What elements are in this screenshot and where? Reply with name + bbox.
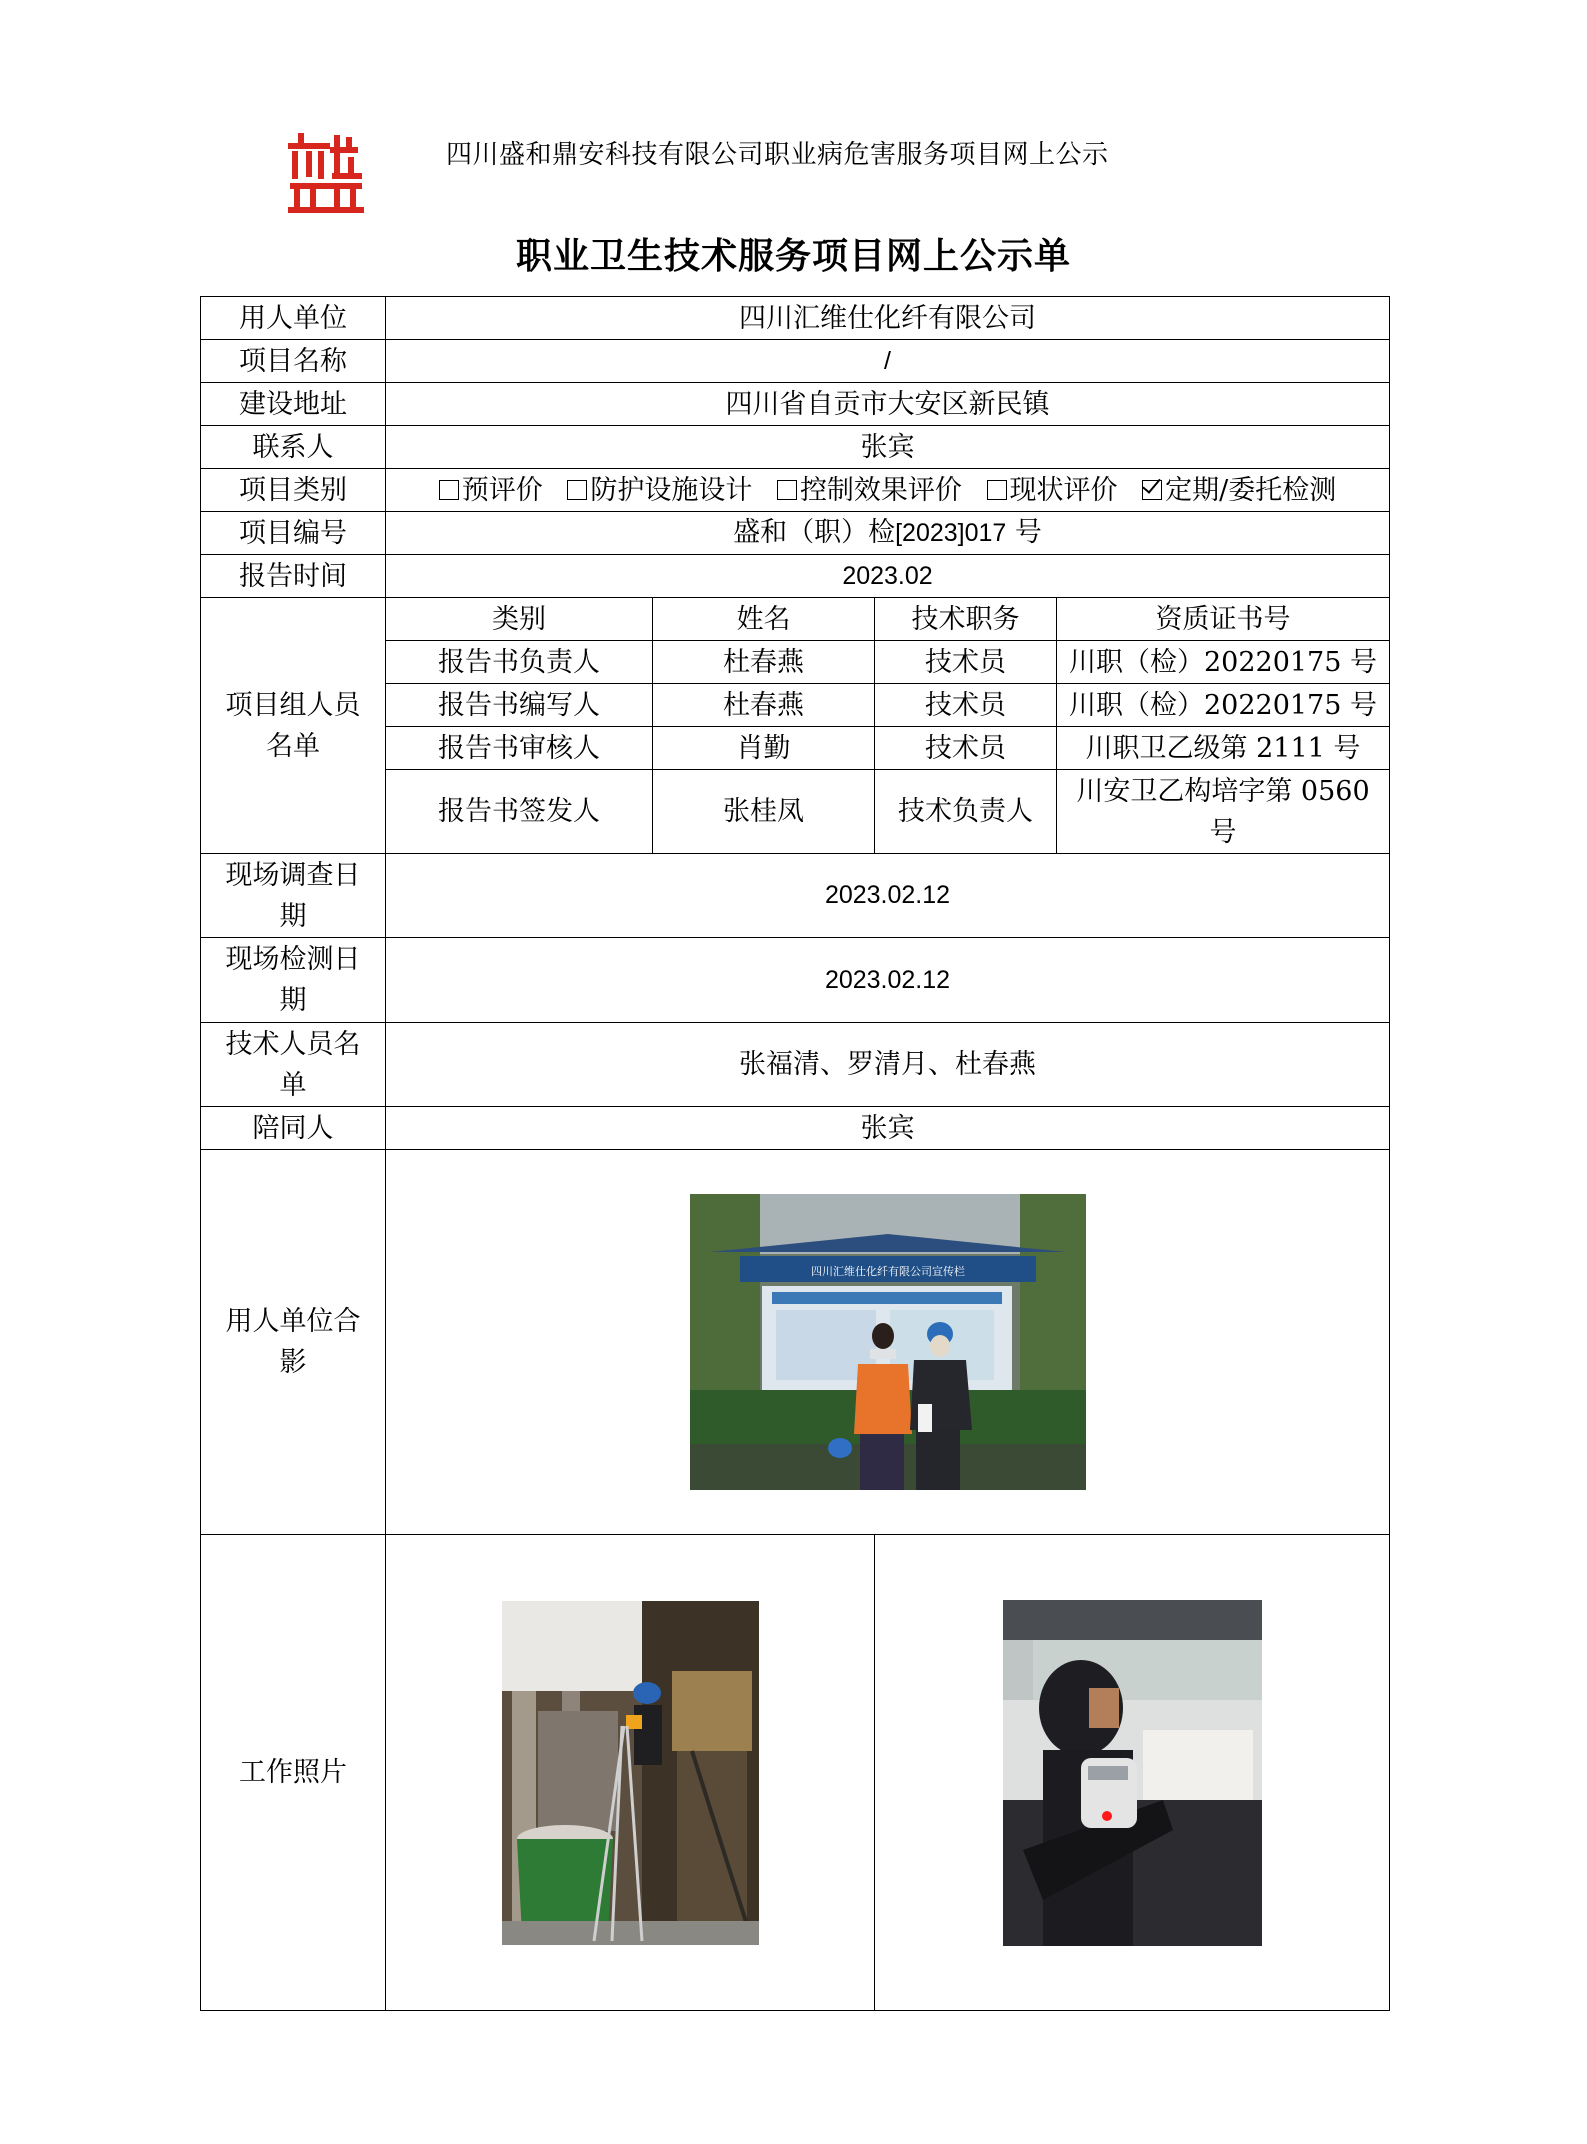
label-report-time: 报告时间: [201, 555, 386, 598]
checkbox-periodic-detection[interactable]: [1142, 480, 1162, 500]
team-header-cert: 资质证书号: [1057, 598, 1390, 641]
team-member-cert: 川安卫乙构培字第 0560 号: [1057, 770, 1390, 854]
label-employer: 用人单位: [201, 297, 386, 340]
row-address: [201, 383, 1390, 426]
row-staff: [201, 1023, 1390, 1107]
value-test-date: 2023.02.12: [386, 938, 1390, 1023]
value-project-name: /: [386, 340, 1390, 383]
team-header-row: [201, 598, 1390, 641]
row-employer: [201, 297, 1390, 340]
row-group-photo: [201, 1150, 1390, 1535]
value-address: 四川省自贡市大安区新民镇: [386, 383, 1390, 426]
row-test-date: [201, 938, 1390, 1023]
row-contact: [201, 426, 1390, 469]
row-category: [201, 469, 1390, 512]
work-photo-2: [1003, 1600, 1262, 1946]
work-photo-1: [502, 1601, 759, 1945]
bulletin-sign-text: 四川汇维仕化纤有限公司宣传栏: [810, 1265, 965, 1278]
checkbox-control-effect[interactable]: [777, 480, 797, 500]
label-address: 建设地址: [201, 383, 386, 426]
value-survey-date: 2023.02.12: [386, 854, 1390, 938]
label-staff: 技术人员名 单: [201, 1023, 386, 1107]
row-report-time: [201, 555, 1390, 598]
work-photo-cell-1: [386, 1535, 875, 2011]
option-periodic-detection[interactable]: 定期/委托检测: [1142, 475, 1336, 506]
row-survey-date: [201, 854, 1390, 938]
work-photo-cell-2: [875, 1535, 1390, 2011]
label-group-photo: 用人单位合 影: [201, 1150, 386, 1535]
team-member-title: 技术负责人: [875, 770, 1057, 854]
option-protection-design[interactable]: 防护设施设计: [567, 475, 752, 506]
row-work-photos: [201, 1535, 1390, 2011]
team-member-cert: 川职卫乙级第 2111 号: [1057, 727, 1390, 770]
team-member-name: 杜春燕: [653, 641, 875, 684]
option-status-evaluation[interactable]: 现状评价: [987, 475, 1118, 506]
team-header-name: 姓名: [653, 598, 875, 641]
team-role: 报告书签发人: [386, 770, 653, 854]
checkbox-pre-evaluation[interactable]: [439, 480, 459, 500]
label-project-name: 项目名称: [201, 340, 386, 383]
option-pre-evaluation[interactable]: 预评价: [439, 475, 543, 506]
label-survey-date: 现场调查日 期: [201, 854, 386, 938]
value-employer: 四川汇维仕化纤有限公司: [386, 297, 1390, 340]
group-photo-cell: [386, 1150, 1390, 1535]
team-role: 报告书编写人: [386, 684, 653, 727]
team-member-name: 杜春燕: [653, 684, 875, 727]
team-member-title: 技术员: [875, 727, 1057, 770]
label-project-no: 项目编号: [201, 512, 386, 555]
team-member-cert: 川职（检）20220175 号: [1057, 684, 1390, 727]
option-control-effect[interactable]: 控制效果评价: [777, 475, 962, 506]
label-team: 项目组人员 名单: [201, 598, 386, 854]
group-photo: [690, 1194, 1086, 1490]
value-report-time: 2023.02: [386, 555, 1390, 598]
label-test-date: 现场检测日 期: [201, 938, 386, 1023]
value-contact: 张宾: [386, 426, 1390, 469]
label-contact: 联系人: [201, 426, 386, 469]
team-header-title: 技术职务: [875, 598, 1057, 641]
label-escort: 陪同人: [201, 1107, 386, 1150]
row-escort: [201, 1107, 1390, 1150]
row-project-no: [201, 512, 1390, 555]
label-category: 项目类别: [201, 469, 386, 512]
checkbox-protection-design[interactable]: [567, 480, 587, 500]
team-member-name: 肖勤: [653, 727, 875, 770]
header-text: 四川盛和鼎安科技有限公司职业病危害服务项目网上公示: [446, 140, 1109, 170]
team-member-title: 技术员: [875, 641, 1057, 684]
checkbox-status-evaluation[interactable]: [987, 480, 1007, 500]
team-header-category: 类别: [386, 598, 653, 641]
value-escort: 张宾: [386, 1107, 1390, 1150]
team-member-title: 技术员: [875, 684, 1057, 727]
team-member-cert: 川职（检）20220175 号: [1057, 641, 1390, 684]
publicity-form: [200, 296, 1390, 2011]
page-title: 职业卫生技术服务项目网上公示单: [515, 235, 1071, 277]
team-member-name: 张桂凤: [653, 770, 875, 854]
label-work-photos: 工作照片: [201, 1535, 386, 2011]
row-project-name: [201, 340, 1390, 383]
team-role: 报告书审核人: [386, 727, 653, 770]
company-logo: [288, 133, 364, 213]
category-options: [386, 469, 1390, 512]
team-role: 报告书负责人: [386, 641, 653, 684]
value-staff: 张福清、罗清月、杜春燕: [386, 1023, 1390, 1107]
value-project-no: 盛和（职）检[2023]017 号: [386, 512, 1390, 555]
